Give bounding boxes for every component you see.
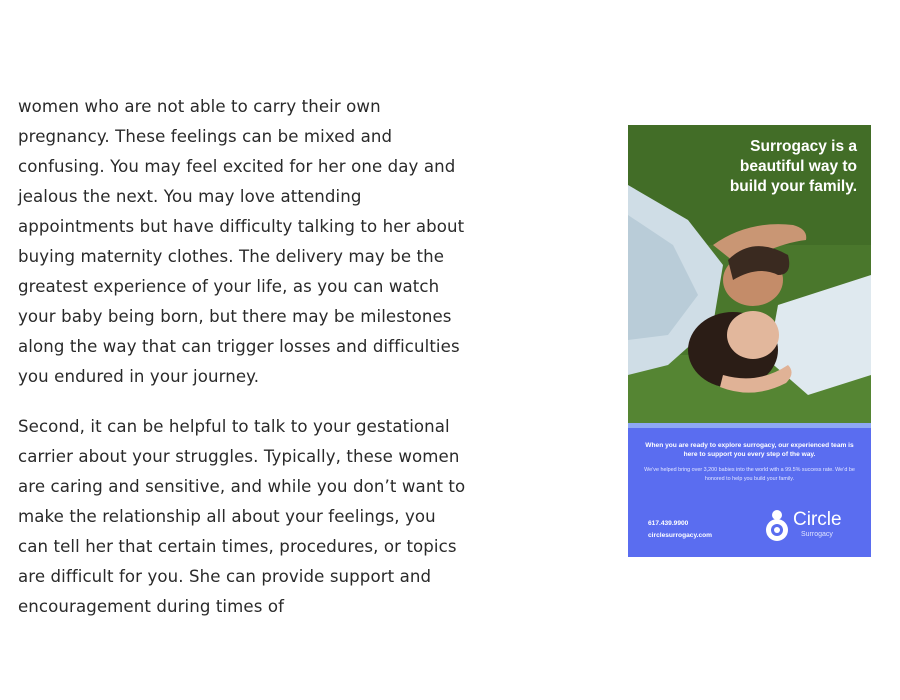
circle-logo-icon — [764, 508, 790, 542]
ad-url-link[interactable]: circlesurrogacy.com — [648, 532, 713, 539]
article-paragraph: Second, it can be helpful to talk to your gestational carrier about your struggles. Typically, these women are caring and sensitive, and while you don’t want to make the relationship all about your feelings, you can tell her that certain times, procedures, or topics are difficult for you. She can provide support and encouragement during times of — [18, 417, 466, 616]
couple-photo — [628, 125, 871, 423]
surrogacy-ad[interactable] — [628, 125, 871, 557]
article-body — [18, 92, 468, 616]
ad-phone[interactable]: 617.439.9900 — [648, 520, 689, 527]
ad-stats-text: We’ve helped bring over 3,200 babies into the world with a 99.5% success rate. We’d be honored to help you build your family. — [644, 467, 855, 482]
ad-intro-text: When you are ready to explore surrogacy, our experienced team is here to support you every step of the way. — [645, 442, 854, 458]
ad-info-panel — [628, 428, 871, 557]
article-paragraph: women who are not able to carry their own pregnancy. These feelings can be mixed and confusing. You may feel excited for her one day and jealous the next. You may love attending appointments but have difficulty talking to her about buying maternity clothes. The delivery may be the greatest experience of your life, as you can watch your baby being born, but there may be milestones along the way that can trigger losses and difficulties you endured in your journey. — [18, 97, 465, 386]
ad-headline: Surrogacy is a beautiful way to build your family. — [729, 138, 857, 195]
logo-subtitle: Surrogacy — [801, 531, 833, 538]
logo-wordmark: Circle — [793, 509, 842, 530]
